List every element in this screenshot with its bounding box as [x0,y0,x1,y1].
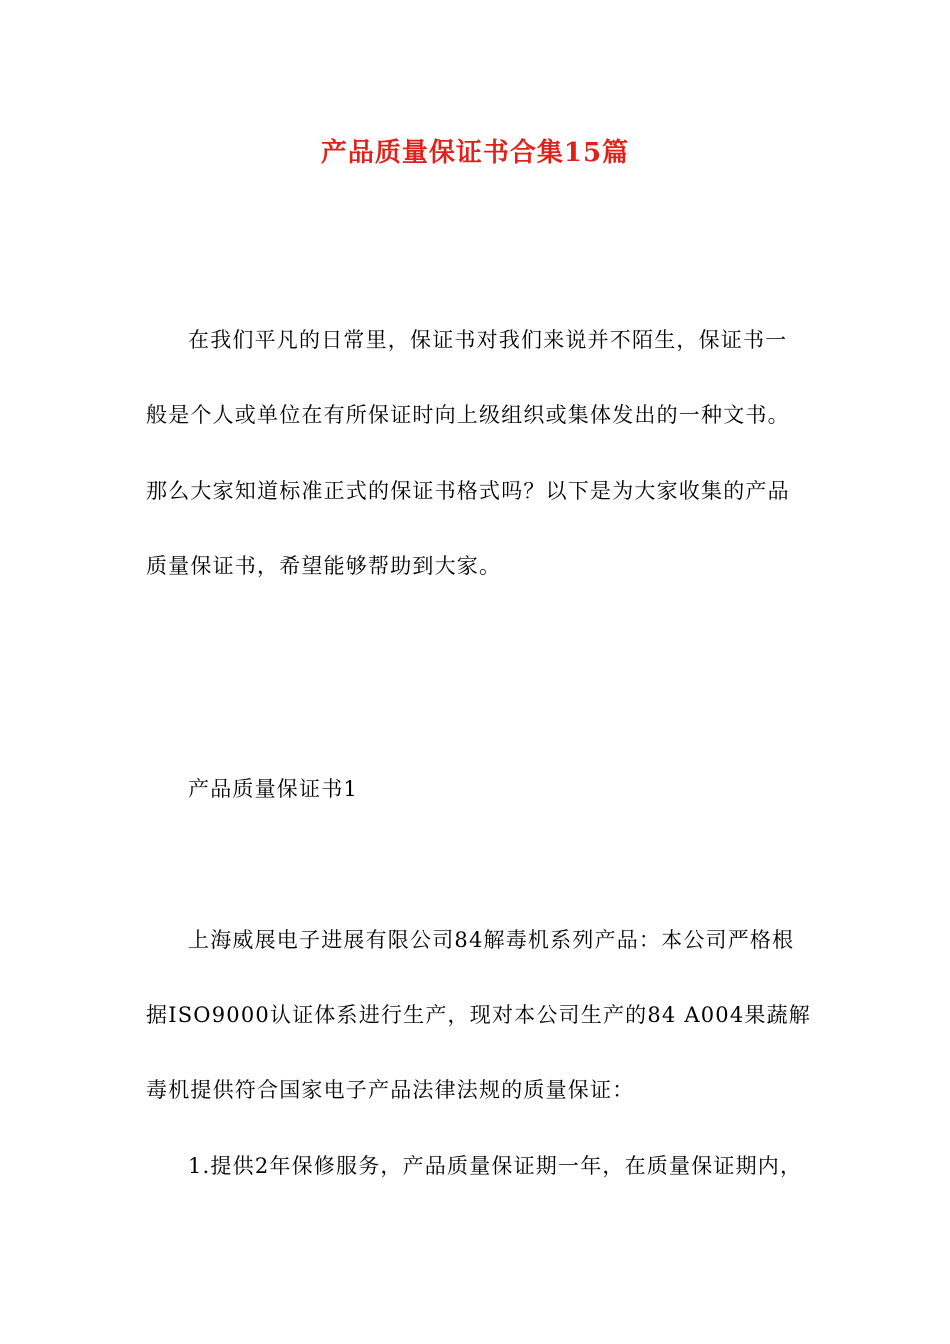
intro-line: 那么大家知道标准正式的保证书格式吗？以下是为大家收集的产品 [146,479,790,503]
intro-line: 在我们平凡的日常里，保证书对我们来说并不陌生，保证书一 [188,328,788,352]
body-line: 据ISO9000认证体系进行生产，现对本公司生产的84 A004果蔬解 [146,1003,811,1027]
document-title: 产品质量保证书合集15篇 [320,138,630,168]
body-line: 上海威展电子进展有限公司84解毒机系列产品：本公司严格根 [188,928,795,952]
intro-line: 质量保证书，希望能够帮助到大家。 [146,554,502,578]
body-line: 1.提供2年保修服务，产品质量保证期一年，在质量保证期内， [188,1154,803,1178]
intro-line: 般是个人或单位在有所保证时向上级组织或集体发出的一种文书。 [146,403,790,427]
body-line: 毒机提供符合国家电子产品法律法规的质量保证： [146,1078,635,1102]
section-heading: 产品质量保证书1 [188,777,358,801]
